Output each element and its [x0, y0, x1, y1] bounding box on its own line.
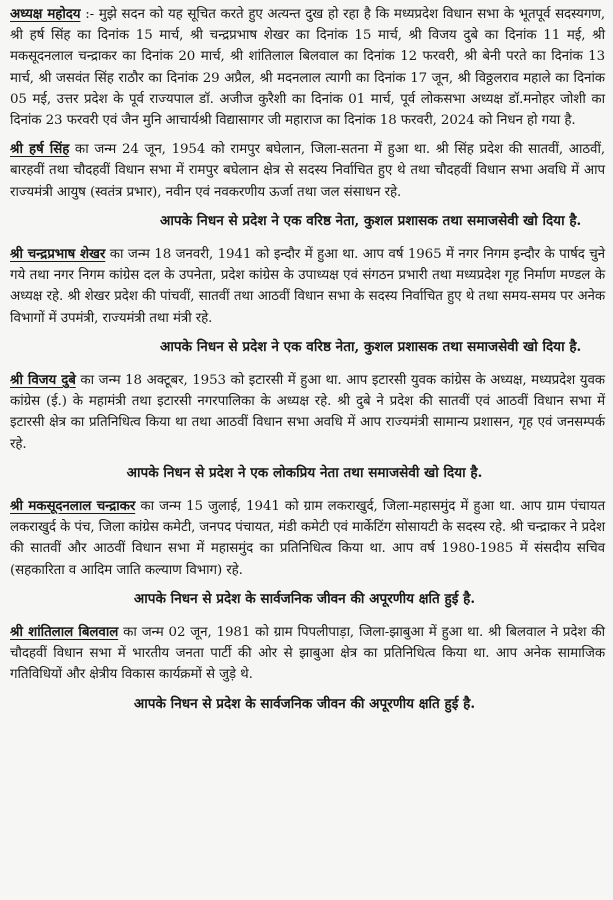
condolence-line: आपके निधन से प्रदेश के सार्वजनिक जीवन की अपूरणीय क्षति हुई है.: [133, 695, 476, 712]
obituary-name: श्री मकसूदनलाल चन्द्राकर: [10, 498, 136, 515]
obituary-text: का जन्म 02 जून, 1981 को ग्राम पिपलीपाड़ा, जिला-झाबुआ में हुआ था. श्री बिलवाल ने प्रदेश की चौदहवीं विधान सभा में भारतीय जनता पार्टी की ओर से झाबुआ क्षेत्र का प्रतिनिधित्व किया था. आप अनेक सामाजिक गतिविधियों और क्षेत्रीय विकास कार्यक्रमों से जुड़े थे.: [10, 625, 605, 683]
obituary-text: का जन्म 18 जनवरी, 1941 को इन्दौर में हुआ था. आप वर्ष 1965 में नगर निगम इन्दौर के पार्षद चुने गये तथा नगर निगम कांग्रेस दल के उपनेता, प्रदेश कांग्रेस के उपाध्यक्ष एवं संगठन प्रभारी तथा मध्यप्रदेश गृह निर्माण मण्डल के अध्यक्ष रहे. श्री शेखर प्रदेश की पांचवीं, सातवीं तथा आठवीं विधान सभा के सदस्य निर्वाचित हुए थे तथा समय-समय पर अनेक विभागों में उपमंत्री, राज्यमंत्री तथा मंत्री रहे.: [10, 247, 605, 326]
condolence-line: आपके निधन से प्रदेश ने एक वरिष्ठ नेता, कुशल प्रशासक तथा समाजसेवी खो दिया है.: [160, 338, 582, 355]
obituary-name: श्री शांतिलाल बिलवाल: [10, 624, 119, 641]
obituary-maksudanlal-chandrakar: [10, 496, 605, 610]
obituary-paragraph: [10, 496, 605, 581]
obituary-paragraph: [10, 244, 605, 329]
obituary-chandraprabhash-shekhar: [10, 244, 605, 358]
obituary-text: का जन्म 24 जून, 1954 को रामपुर बघेलान, जिला-सतना में हुआ था. श्री सिंह प्रदेश की सातवीं, आठवीं, बारहवीं तथा चौदहवीं विधान सभा में रामपुर बघेलान क्षेत्र से सदस्य निर्वाचित हुए थे तथा चौदहवीं विधान सभा अवधि में आप राज्यमंत्री आयुष (स्वतंत्र प्रभार), नवीन एवं नवकरणीय ऊर्जा तथा जल संसाधन रहे.: [10, 142, 605, 200]
obituary-harsh-singh: [10, 139, 605, 232]
obituary-text: का जन्म 15 जुलाई, 1941 को ग्राम लकराखुर्द, जिला-महासमुंद में हुआ था. आप ग्राम पंचायत लकराखुर्द के पंच, जिला कांग्रेस कमेटी, जनपद पंचायत, मंडी कमेटी एवं मार्केटिंग सोसायटी के सदस्य रहे. श्री चन्द्राकर ने प्रदेश की सातवीं और आठवीं विधान सभा में महासमुंद का प्रतिनिधित्व किया था. आप वर्ष 1980-1985 में संसदीय सचिव (सहकारिता व आदिम जाति कल्याण विभाग) रहे.: [10, 499, 606, 578]
obituary-name: श्री चन्द्रप्रभाष शेखर: [10, 246, 106, 263]
speaker-label: अध्यक्ष महोदय: [10, 6, 81, 22]
condolence-line: आपके निधन से प्रदेश ने एक वरिष्ठ नेता, कुशल प्रशासक तथा समाजसेवी खो दिया है.: [160, 212, 582, 229]
obituary-name: श्री हर्ष सिंह: [10, 141, 70, 158]
obituary-paragraph: [10, 139, 605, 203]
obituary-vijay-dubey: [10, 370, 605, 484]
obituary-shantilal-bilwal: [10, 622, 605, 715]
condolence-line: आपके निधन से प्रदेश ने एक लोकप्रिय नेता तथा समाजसेवी खो दिया है.: [126, 464, 483, 481]
speaker-text: :- मुझे सदन को यह सूचित करते हुए अत्यन्त दुख हो रहा है कि मध्यप्रदेश विधान सभा के भूतपूर्व सदस्यगण, श्री हर्ष सिंह का दिनांक 15 मार्च, श्री चन्द्रप्रभाष शेखर का दिनांक 15 मार्च, श्री विजय दुबे का दिनांक 11 मई, श्री मकसूदनलाल चन्द्राकर का दिनांक 20 मार्च, श्री शांतिलाल बिलवाल का दिनांक 12 फरवरी, श्री बेनी परते का दिनांक 13 मार्च, श्री जसवंत सिंह राठौर का दिनांक 29 अप्रैल, श्री मदनलाल त्यागी का दिनांक 17 जून, श्री विठ्ठलराव महाले का दिनांक 05 मई, उत्तर प्रदेश के पूर्व राज्यपाल डॉ. अजीज कुरैशी का दिनांक 01 मार्च, पूर्व लोकसभा अध्यक्ष डॉ.मनोहर जोशी का दिनांक 23 फरवरी एवं जैन मुनि आचार्यश्री विद्यासागर जी महाराज का दिनांक 18 फरवरी, 2024 को निधन हो गया है.: [10, 7, 606, 129]
obituary-name: श्री विजय दुबे: [10, 372, 76, 389]
obituary-paragraph: [10, 370, 605, 455]
obituary-paragraph: [10, 622, 605, 686]
condolence-line: आपके निधन से प्रदेश के सार्वजनिक जीवन की अपूरणीय क्षति हुई है.: [133, 590, 476, 607]
speaker-paragraph: [10, 4, 605, 131]
obituary-text: का जन्म 18 अक्टूबर, 1953 को इटारसी में हुआ था. आप इटारसी युवक कांग्रेस के अध्यक्ष, मध्यप्रदेश युवक कांग्रेस (ई.) के महामंत्री तथा इटारसी नगरपालिका के अध्यक्ष रहे. श्री दुबे ने प्रदेश की सातवीं एवं आठवीं विधान सभा में इटारसी क्षेत्र का प्रतिनिधित्व किया था तथा आठवीं विधान सभा अवधि में आप राज्यमंत्री सामान्य प्रशासन, गृह एवं जनसम्पर्क रहे.: [10, 373, 605, 452]
